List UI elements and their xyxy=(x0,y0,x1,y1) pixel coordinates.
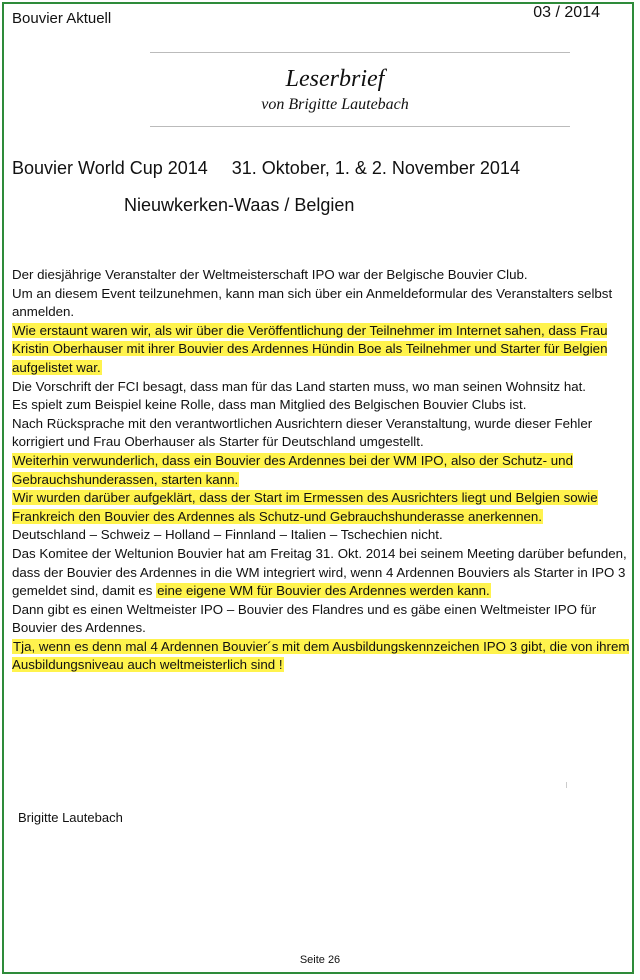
top-divider xyxy=(150,52,570,53)
paragraph xyxy=(12,489,632,526)
page-number: Seite 26 xyxy=(299,954,341,966)
paragraph: Um an diesem Event teilzunehmen, kann man sich über ein Anmeldeformular des Veranstalters selbst anmelden. xyxy=(12,285,613,320)
scan-mark xyxy=(566,782,567,788)
highlighted-text: Wir wurden darüber aufgeklärt, dass der Start im Ermessen des Ausrichters liegt und Belgien sowie Frankreich den Bouvier des Ardennes als Schutz-und Gebrauchshunderasse anerkennen. xyxy=(12,490,598,524)
paragraph-text: Das Komitee der Weltunion Bouvier hat am Freitag 31. Okt. 2014 bei seinem Meeting darüber befunden, dass der Bouvier des Ardennes in die WM integriert wird, wenn 4 Ardennen Bouviers als Starter in IPO 3 gemeldet sind, damit es xyxy=(12,545,627,599)
event-name: Bouvier World Cup 2014 xyxy=(12,158,208,178)
paragraph xyxy=(12,322,632,378)
signature: Brigitte Lautebach xyxy=(18,810,123,825)
paragraph xyxy=(12,545,632,601)
paragraph: Dann gibt es einen Weltmeister IPO – Bouvier des Flandres und es gäbe einen Weltmeister IPO für Bouvier des Ardennes. xyxy=(12,601,597,636)
letter-body xyxy=(12,266,632,675)
paragraph: Der diesjährige Veranstalter der Weltmeisterschaft IPO war der Belgische Bouvier Club. xyxy=(12,267,528,282)
bottom-divider xyxy=(150,126,570,127)
issue-number: 03 / 2014 xyxy=(533,4,600,21)
paragraph: Deutschland – Schweiz – Holland – Finnland – Italien – Tschechien nicht. xyxy=(12,527,443,543)
magazine-name: Bouvier Aktuell xyxy=(12,10,112,27)
highlighted-text: Tja, wenn es denn mal 4 Ardennen Bouvier´s mit dem Ausbildungskennzeichen IPO 3 gibt, die von ihrem Ausbildungsniveau auch weltmeisterlich sind ! xyxy=(12,638,630,673)
paragraph: Nach Rücksprache mit den verantwortlichen Ausrichtern dieser Veranstaltung, wurde dieser Fehler korrigiert und Frau Oberhauser als Starter für Deutschland umgestellt. xyxy=(12,415,593,450)
highlighted-text: Wie erstaunt waren wir, als wir über die Veröffentlichung der Teilnehmer im Internet sahen, dass Frau Kristin Oberhauser mit ihrer Bouvier des Ardennes Hündin Boe als Teilnehmer und Starter für Belgien aufgelistet war. xyxy=(12,322,608,375)
paragraph: Die Vorschrift der FCI besagt, dass man für das Land starten muss, wo man seinen Wohnsitz hat. xyxy=(12,378,587,394)
paragraph xyxy=(12,452,632,489)
highlighted-text: eine eigene WM für Bouvier des Ardennes werden kann. xyxy=(157,583,490,599)
paragraph: Es spielt zum Beispiel keine Rolle, dass man Mitglied des Belgischen Bouvier Clubs ist. xyxy=(12,397,527,413)
letter-author: von Brigitte Lautebach xyxy=(261,96,409,113)
event-location: Nieuwkerken-Waas / Belgien xyxy=(124,195,355,215)
highlighted-text: Weiterhin verwunderlich, dass ein Bouvier des Ardennes bei der WM IPO, also der Schutz- und Gebrauchshunderassen, starten kann. xyxy=(12,452,573,487)
event-heading xyxy=(12,158,520,179)
paragraph xyxy=(12,638,632,675)
event-dates: 31. Oktober, 1. & 2. November 2014 xyxy=(231,158,520,178)
letter-title: Leserbrief xyxy=(285,66,385,92)
